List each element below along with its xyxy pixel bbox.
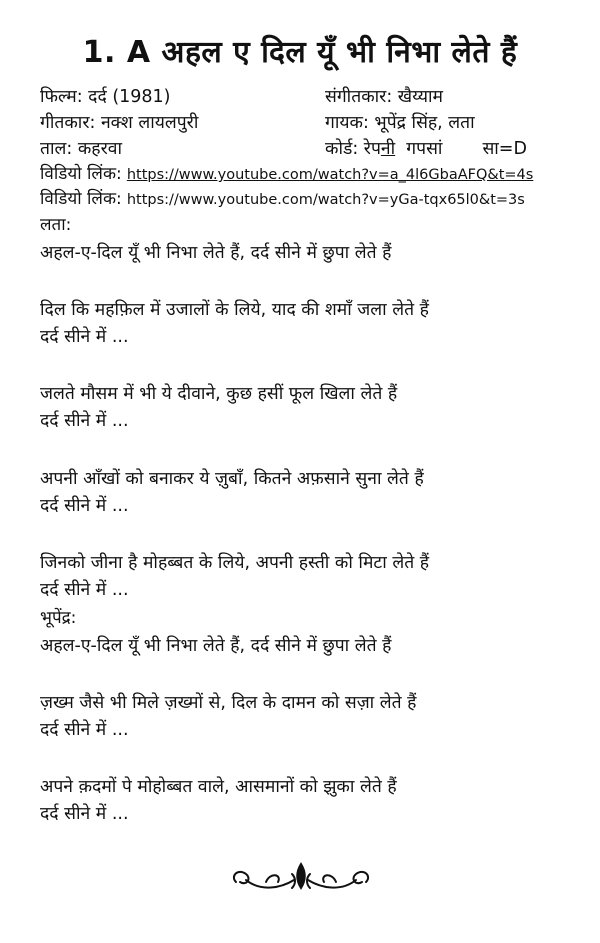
video-link-url[interactable]: https://www.youtube.com/watch?v=yGa-tqx65l0&t=3s [126,192,525,208]
lyric-refrain: दर्द सीने में ... [40,804,129,824]
page-title: 1. A अहल ए दिल यूँ भी निभा लेते हैं [82,35,518,70]
composer-info: संगीतकार: खैय्याम [325,87,443,107]
video-link-1 [40,162,533,187]
chords-underlined-note: नी [380,139,396,159]
chords-notes: गपसां [395,139,443,159]
taal-info: ताल: कहरवा [40,139,122,159]
ornament-divider-icon [226,858,376,898]
lyricist-info: गीतकार: नक्श लायलपुरी [40,113,199,133]
video-link-2 [40,187,525,212]
singers-info: गायक: भूपेंद्र सिंह, लता [325,113,475,133]
film-info: फिल्म: दर्द (1981) [40,87,171,107]
meta-row-2 [40,110,580,136]
lyric-refrain: दर्द सीने में ... [40,327,129,347]
video-link-label: विडियो लिंक: [40,189,122,209]
singer-label-bhupendra: भूपेंद्र: [40,608,77,628]
lyric-line: जिनको जीना है मोहब्बत के लिये, अपनी हस्ती को मिटा लेते हैं [40,553,430,573]
video-link-url[interactable]: https://www.youtube.com/watch?v=a_4l6GbaAFQ&t=4s [126,167,534,183]
lyric-refrain: दर्द सीने में ... [40,411,129,431]
lyric-line: ज़ख्म जैसे भी मिले ज़ख्मों से, दिल के दामन को सज़ा लेते हैं [40,693,417,713]
meta-row-1 [40,84,580,110]
lyric-line: अहल-ए-दिल यूँ भी निभा लेते हैं, दर्द सीने में छुपा लेते हैं [40,243,392,263]
song-metadata [40,84,580,162]
singer-label-lata: लता: [40,215,72,235]
meta-row-3 [40,136,580,162]
lyric-refrain: दर्द सीने में ... [40,720,129,740]
chords-info [325,136,580,162]
sa-key: सा=D [482,139,527,159]
lyric-line: जलते मौसम में भी ये दीवाने, कुछ हसीं फूल खिला लेते हैं [40,384,398,404]
lyric-line: अपनी आँखों को बनाकर ये ज़ुबाँ, कितने अफ़साने सुना लेते हैं [40,469,424,489]
video-link-label: विडियो लिंक: [40,164,122,184]
chords-label: कोर्ड: रेप [325,139,381,159]
lyric-line: दिल कि महफ़िल में उजालों के लिये, याद की शमाँ जला लेते हैं [40,300,429,320]
lyric-line: अहल-ए-दिल यूँ भी निभा लेते हैं, दर्द सीने में छुपा लेते हैं [40,636,392,656]
lyric-refrain: दर्द सीने में ... [40,580,129,600]
lyric-line: अपने क़दमों पे मोहोब्बत वाले, आसमानों को झुका लेते हैं [40,777,397,797]
lyric-refrain: दर्द सीने में ... [40,496,129,516]
